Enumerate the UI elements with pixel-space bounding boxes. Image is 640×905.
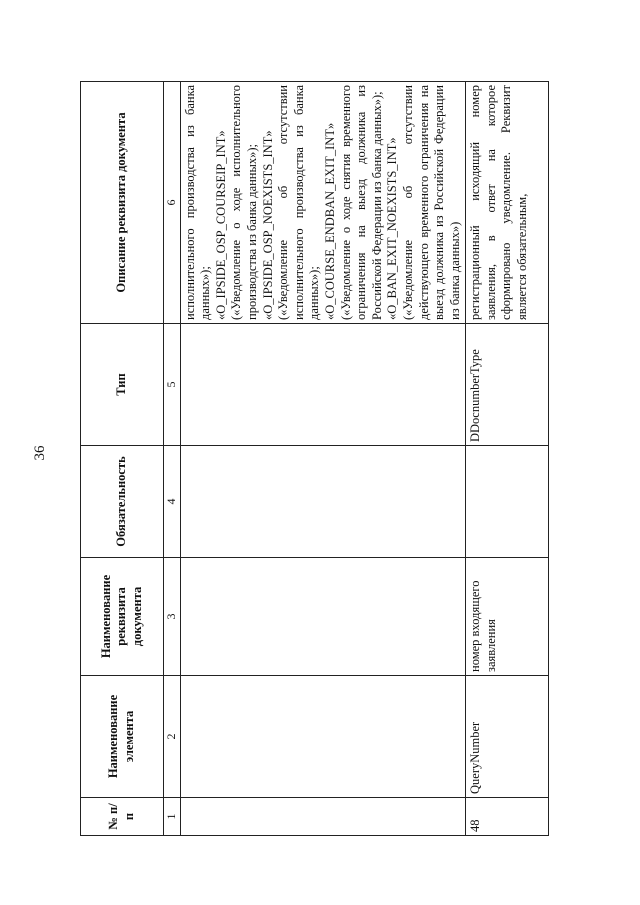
- column-number: 6: [164, 82, 181, 324]
- description-line: исполнительного производства из банка данных»);: [182, 85, 213, 320]
- header-required: Обязательность: [81, 446, 164, 558]
- table-row-continuation: [180, 82, 466, 836]
- cell-required: [466, 446, 549, 558]
- cell-required: [180, 446, 466, 558]
- header-num: № п/п: [81, 798, 164, 836]
- header-type: Тип: [81, 324, 164, 446]
- cell-description: регистрационный исходящий номер заявления, в ответ на которое сформировано уведомление. Реквизит является обязательным,: [466, 82, 549, 324]
- column-number: 3: [164, 558, 181, 676]
- column-number: 2: [164, 676, 181, 798]
- column-number-row: [164, 82, 181, 836]
- column-number: 5: [164, 324, 181, 446]
- cell-type: DDocnumberType: [466, 324, 549, 446]
- cell-description: [180, 82, 466, 324]
- cell-element: [180, 676, 466, 798]
- rotated-table-sheet: [80, 82, 554, 836]
- cell-type: [180, 324, 466, 446]
- description-line: «O_IPSIDE_OSP_NOEXISTS_INT» («Уведомление об отсутствии исполнительного производства из банка данных»);: [260, 85, 322, 320]
- header-requisite-name: Наименование реквизита документа: [81, 558, 164, 676]
- cell-requisite: номер входящего заявления: [466, 558, 549, 676]
- description-line: «O_IPSIDE_OSP_COURSEIP_INT» («Уведомление о ходе исполнительного производства из банка данных»);: [213, 85, 259, 320]
- cell-num: [180, 798, 466, 836]
- page-number: 36: [32, 445, 48, 461]
- cell-num: 48: [466, 798, 549, 836]
- cell-requisite: [180, 558, 466, 676]
- column-number: 1: [164, 798, 181, 836]
- header-row: [81, 82, 164, 836]
- requisites-table: [80, 81, 549, 836]
- table-row-48: [466, 82, 549, 836]
- cell-element: QueryNumber: [466, 676, 549, 798]
- column-number: 4: [164, 446, 181, 558]
- header-description: Описание реквизита документа: [81, 82, 164, 324]
- description-line: «O_COURSE_ENDBAN_EXIT_INT» («Уведомление о ходе снятия временного ограничения на выезд должника из Российской Федерации из банка данных»);: [322, 85, 384, 320]
- header-element-name: Наименование элемента: [81, 676, 164, 798]
- description-line: «O_BAN_EXIT_NOEXISTS_INT» («Уведомление об отсутствии действующего временного ограничения на выезд должника из Российской Федерации из банка данных»): [385, 85, 462, 320]
